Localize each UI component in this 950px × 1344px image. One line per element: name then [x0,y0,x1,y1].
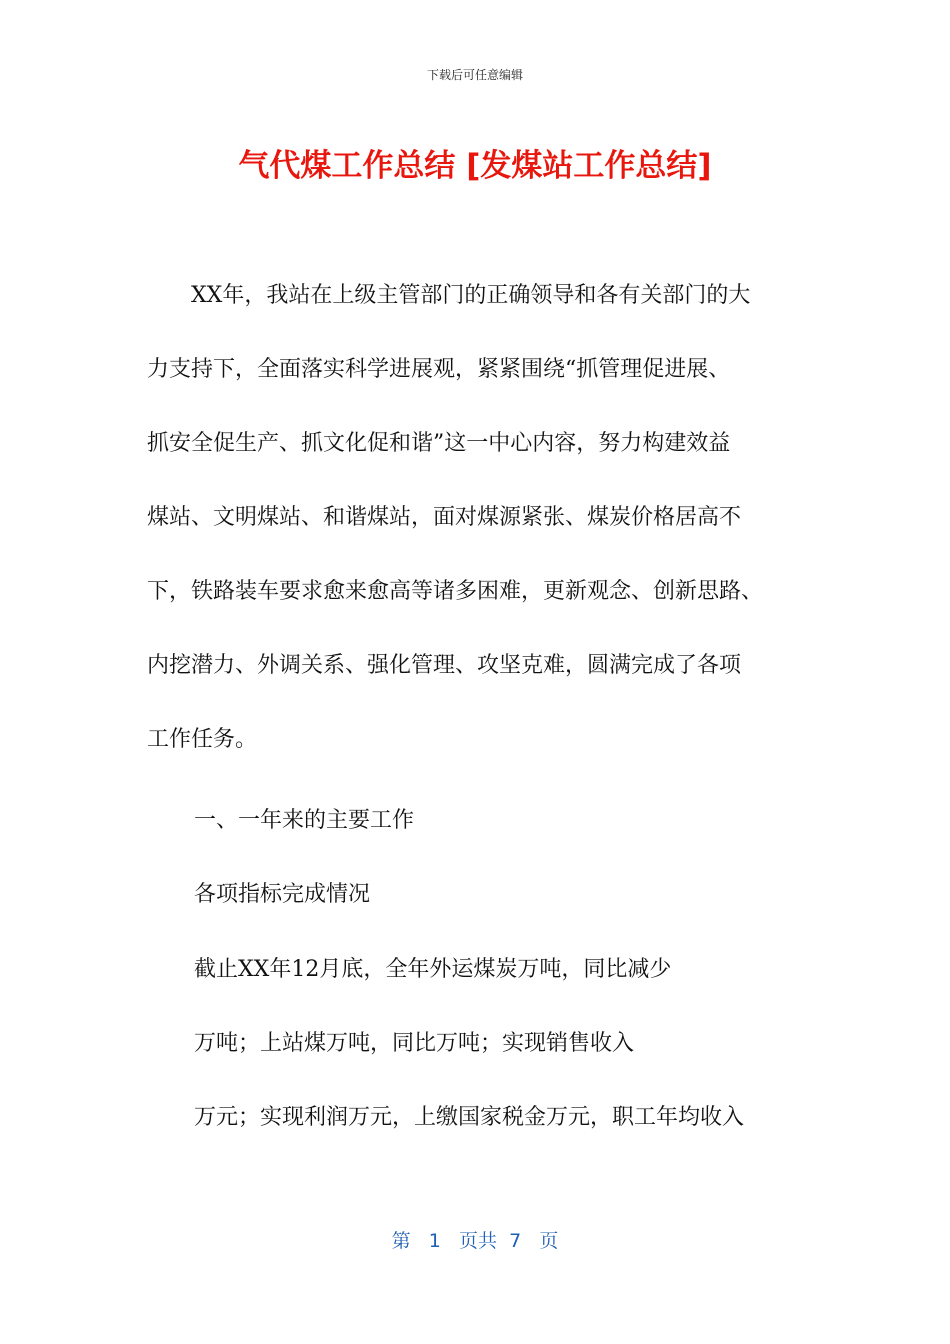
document-title: 气代煤工作总结 [发煤站工作总结] [238,148,712,184]
footer-prefix: 第 [391,1230,411,1252]
paragraph-line: 煤站、文明煤站、和谐煤站，面对煤源紧张、煤炭价格居高不 [147,505,742,530]
footer-current-page: 1 [428,1230,441,1252]
paragraph-line: 下，铁路装车要求愈来愈高等诸多困难，更新观念、创新思路、 [147,579,764,604]
section-heading: 一、一年来的主要工作 [194,808,415,833]
stats-line: 万元；实现利润万元，上缴国家税金万元，职工年均收入 [194,1105,745,1130]
header-note: 下载后可任意编辑 [426,68,523,82]
paragraph-line: 抓安全促生产、抓文化促和谐”这一中心内容，努力构建效益 [147,431,731,456]
page-footer [0,1226,950,1253]
paragraph-line: 工作任务。 [147,727,258,752]
footer-suffix: 页 [539,1230,559,1252]
footer-middle: 页共 [459,1230,498,1252]
stats-line: 万吨；上站煤万吨，同比万吨；实现销售收入 [194,1031,635,1056]
stats-line: 截止XX年12月底，全年外运煤炭万吨，同比减少 [194,957,672,982]
paragraph-line: 力支持下，全面落实科学进展观，紧紧围绕“抓管理促进展、 [147,357,731,382]
paragraph-line: 内挖潜力、外调关系、强化管理、攻坚克难，圆满完成了各项 [147,653,742,678]
paragraph-intro [147,259,827,777]
footer-total-pages: 7 [509,1230,522,1252]
subheading: 各项指标完成情况 [194,882,371,907]
paragraph-line: XX年，我站在上级主管部门的正确领导和各有关部门的大 [147,283,751,308]
